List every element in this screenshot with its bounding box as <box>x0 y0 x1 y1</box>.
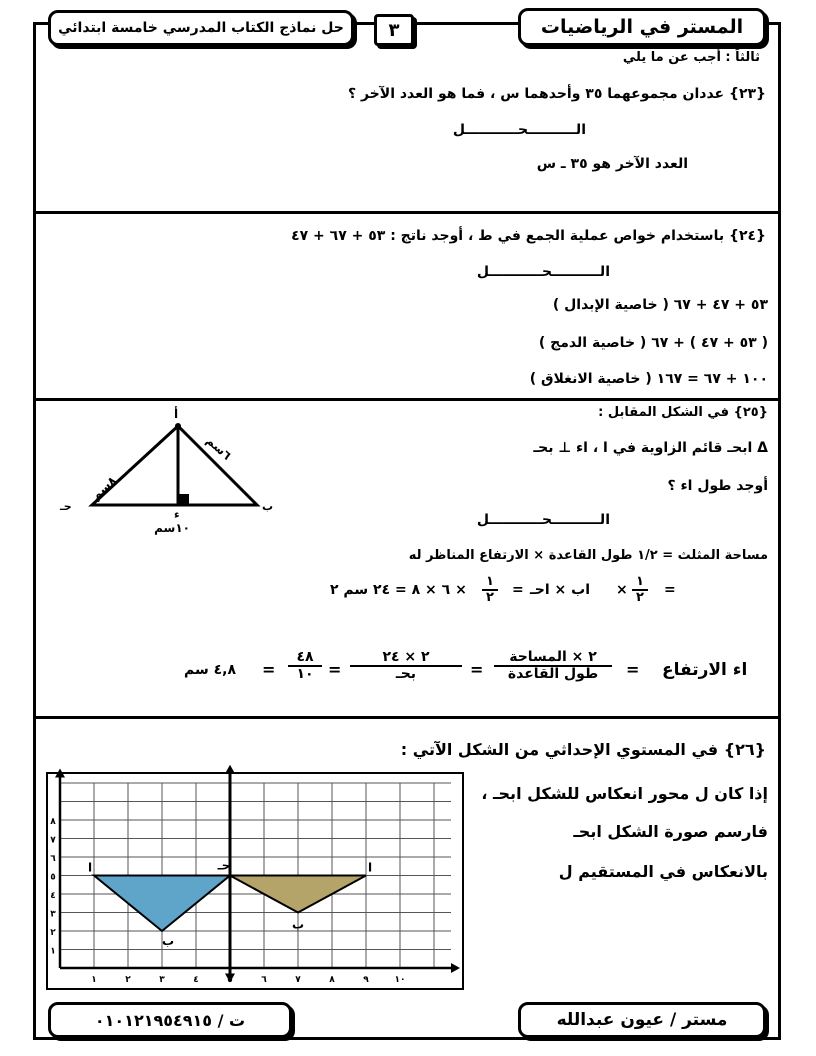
q24-question: {٢٤} باستخدام خواص عملية الجمع في ط ، أوجد ناتج : ٥٣ + ٦٧ + ٤٧ <box>291 228 766 244</box>
x-tick-label: ٨ <box>329 975 335 985</box>
x-tick-label: ٣ <box>159 975 165 985</box>
q26-question: {٢٦} في المستوي الإحداثي من الشكل الآتي : <box>400 740 766 759</box>
separator-2 <box>35 398 779 401</box>
y-tick-label: ٤ <box>50 891 56 901</box>
y-tick-label: ٧ <box>50 835 56 846</box>
q26-line-1: إذا كان ل محور انعكاس للشكل ابحـ ، <box>481 784 768 803</box>
y-tick-label: ٨ <box>50 817 56 827</box>
coordinate-graph <box>46 772 466 992</box>
x-tick-label: ٧ <box>295 975 301 985</box>
x-tick-label: ١٠ <box>394 975 406 985</box>
q24-solution-label: الــــــــــحـــــــــــل <box>476 264 610 280</box>
footer-phone: ت / ٠١٠١٢١٩٥٤٩١٥ <box>48 1002 292 1038</box>
x-tick-label: ٦ <box>261 975 267 985</box>
y-tick-label: ٢ <box>50 928 56 938</box>
x-tick-label: ٩ <box>363 975 369 985</box>
footer-author: مستر / عيون عبدالله <box>518 1002 766 1038</box>
y-tick-label: ٦ <box>50 854 56 864</box>
q26-line-3: بالانعكاس في المستقيم ل <box>558 862 768 881</box>
y-tick-label: ١ <box>50 946 56 957</box>
q23-question: {٢٣} عددان مجموعهما ٣٥ وأحدهما س ، فما هو العدد الآخر ؟ <box>347 86 766 102</box>
height-fraction-2 <box>348 650 464 683</box>
separator-1 <box>35 211 779 214</box>
q25-solution-label: الــــــــــحـــــــــــل <box>476 512 610 528</box>
image-vertex-b-label: ب <box>161 934 175 948</box>
q25-question: {٢٥} في الشكل المقابل : <box>598 405 768 420</box>
height-f2-den: بحـ <box>395 666 417 683</box>
q26-line-2: فارسم صورة الشكل ابحـ <box>573 822 768 841</box>
y-tick-label: ٣ <box>50 909 56 920</box>
calc-times-1: × <box>616 582 628 598</box>
base-label: ١٠سم <box>154 521 190 535</box>
height-f1-den: طول القاعدة <box>507 666 599 683</box>
q25-area-formula: مساحة المثلث = ١/٢ طول القاعدة × الارتفاع المناظر له <box>408 548 768 563</box>
q24-step-1: ٥٣ + ٤٧ + ٦٧ ( خاصية الإبدال ) <box>552 297 768 313</box>
section-heading: ثالثاً : أجب عن ما يلي <box>622 50 760 65</box>
y-tick-label: ٥ <box>50 872 56 883</box>
calc-half-2 <box>482 575 498 606</box>
x-tick-label: ٤ <box>193 975 199 985</box>
height-fraction-1 <box>492 650 614 683</box>
calc-half-1 <box>632 575 648 606</box>
calc-half-1-num: ١ <box>632 575 648 591</box>
height-equals-1: = <box>626 660 640 679</box>
q24-step-2: ( ٥٣ + ٤٧ ) + ٦٧ ( خاصية الدمج ) <box>538 335 768 351</box>
calc-equals-1: = <box>664 582 676 598</box>
q23-answer: العدد الآخر هو ٣٥ ـ س <box>536 156 688 172</box>
q25-find: أوجد طول اء ؟ <box>667 478 768 494</box>
calc-numbers: × ٦ × ٨ = ٢٤ سم ٢ <box>330 582 467 598</box>
orig-vertex-c-label: حـ <box>217 858 231 873</box>
header-title: المستر في الرياضيات <box>518 8 766 46</box>
height-result: ٤,٨ سم <box>184 662 237 678</box>
height-f1-num: ٢ × المساحة <box>494 650 612 667</box>
vertex-right-label: ب <box>262 500 274 513</box>
x-tick-label: ٢ <box>125 975 131 985</box>
page-number: ٣ <box>374 14 414 46</box>
height-f2-num: ٢ × ٢٤ <box>350 650 462 667</box>
orig-vertex-a-label: ا <box>367 860 373 875</box>
calc-equals-2: = <box>512 582 524 598</box>
height-equals-3: = <box>328 660 342 679</box>
x-tick-label: ١ <box>91 975 97 985</box>
side-left-label: ٨سم <box>88 473 120 503</box>
height-equals-2: = <box>470 660 484 679</box>
calc-ab-ac: اب × احـ <box>530 582 591 598</box>
x-tick-label: ٥ <box>227 975 233 985</box>
height-label: اء الارتفاع <box>662 660 748 680</box>
calc-half-2-den: ٢ <box>486 590 494 606</box>
height-equals-4: = <box>262 660 276 679</box>
height-f3-den: ١٠ <box>296 666 314 683</box>
q25-given: Δ ابحـ قائم الزاوية في ا ، اء ⊥ بحـ <box>533 440 768 456</box>
header-subtitle: حل نماذج الكتاب المدرسي خامسة ابتدائي <box>48 10 354 46</box>
calc-half-2-num: ١ <box>482 575 498 591</box>
height-fraction-3 <box>288 650 322 683</box>
separator-3 <box>35 716 779 719</box>
q23-solution-label: الــــــــــحـــــــــــل <box>452 122 586 138</box>
vertex-top-label: أ <box>174 407 179 421</box>
orig-vertex-b-label: ب <box>291 917 305 932</box>
foot-label: ء <box>174 508 180 521</box>
vertex-left-label: حـ <box>60 500 72 513</box>
calc-half-1-den: ٢ <box>636 590 644 606</box>
q24-step-3: ١٠٠ + ٦٧ = ١٦٧ ( خاصية الانغلاق ) <box>529 371 768 387</box>
image-vertex-a-label: ا <box>87 860 93 875</box>
side-right-label: ٦سم <box>203 433 235 463</box>
height-f3-num: ٤٨ <box>288 650 322 667</box>
